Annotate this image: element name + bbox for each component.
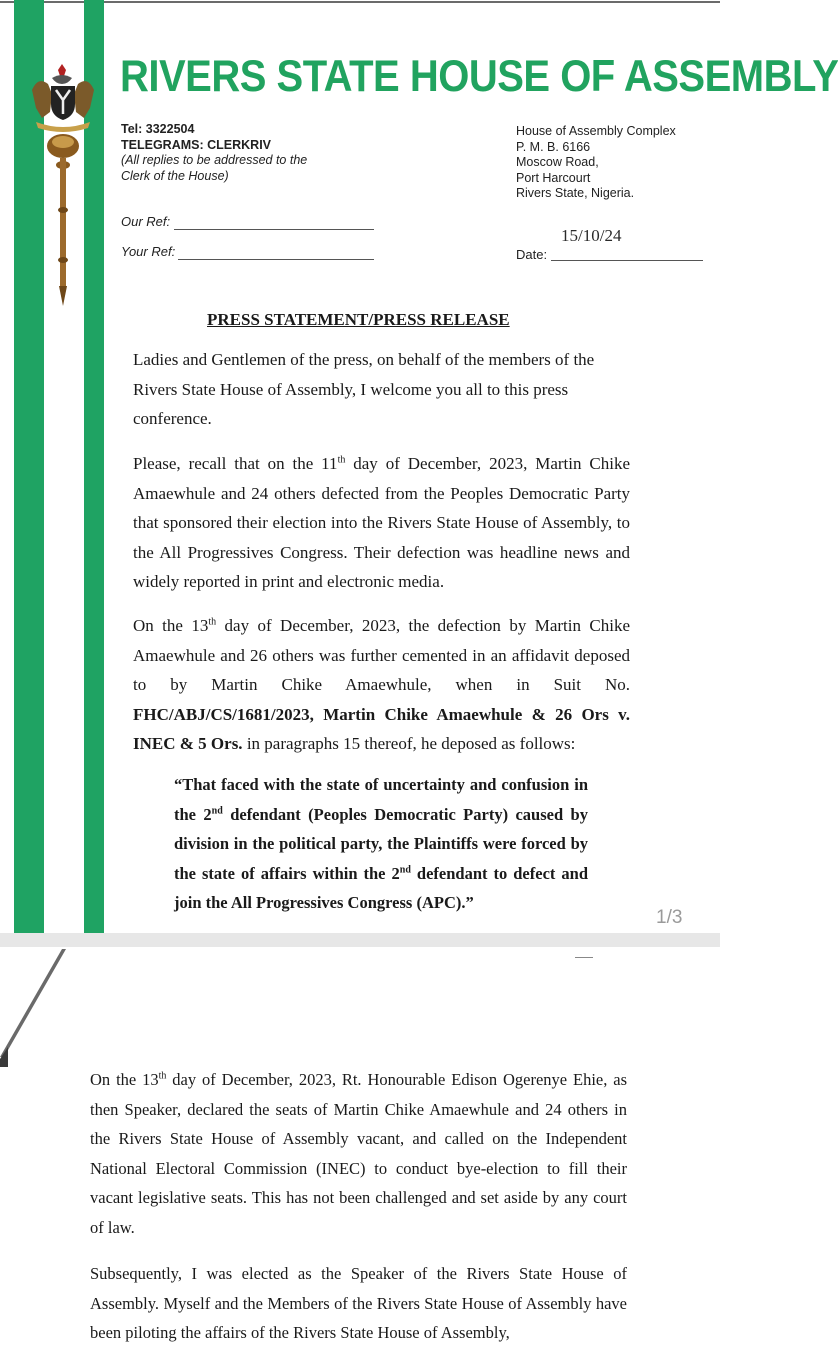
- date-label: Date:: [516, 247, 548, 262]
- assembly-title: RIVERS STATE HOUSE OF ASSEMBLY: [120, 52, 838, 102]
- affidavit-quote: “That faced with the state of uncertainty and confusion in the 2nd defendant (Peoples Democratic Party) caused by division in the political party, the Plaintiffs were forced by the state of affairs within the 2nd defendant to defect and join the All Progressives Congress (APC).”: [174, 775, 588, 912]
- date-line: [551, 260, 703, 261]
- handwritten-date: 15/10/24: [561, 226, 622, 245]
- top-rule: [0, 1, 720, 3]
- our-ref-line: [174, 229, 374, 230]
- address-line: Moscow Road,: [516, 155, 599, 169]
- address-block: [516, 124, 676, 202]
- telegrams: TELEGRAMS: CLERKRIV: [121, 137, 271, 152]
- contact-block: [121, 122, 307, 184]
- paragraph-welcome: Ladies and Gentlemen of the press, on behalf of the members of the Rivers State House of Assembly, I welcome you all to this press conference.: [133, 350, 595, 428]
- replies-note-line-1: (All replies to be addressed to the: [121, 153, 308, 167]
- paragraph-speaker-elected: Subsequently, I was elected as the Speaker of the Rivers State House of Assembly. Myself and the Members of the Rivers State House of Assembly have been piloting the affairs of the Rivers State House of Assembly,: [90, 1264, 627, 1342]
- paragraph-seats-vacant: On the 13th day of December, 2023, Rt. Honourable Edison Ogerenye Ehie, as then Speaker, declared the seats of Martin Chike Amaewhule and 24 others in the Rivers State House of Assembly vacant, and called on the Independent National Electoral Commission (INEC) to conduct bye-election to fill their vacant legislative seats. This has not been challenged and set aside by any court of law.: [90, 1070, 628, 1237]
- paragraph-affidavit: On the 13th day of December, 2023, the defection by Martin Chike Amaewhule and 26 others was further cemented in an affidavit deposed to by Martin Chike Amaewhule, when in Suit No. FHC/ABJ/CS/1681/2023, Martin Chike Amaewhule & 26 Ors v. INEC & 5 Ors. in paragraphs 15 thereof, he deposed as follows:: [133, 616, 631, 753]
- page-indicator: 1/3: [656, 907, 683, 928]
- address-line: Rivers State, Nigeria.: [516, 186, 635, 200]
- scan-fold-mark: [0, 947, 70, 1067]
- document-page-2: [0, 947, 720, 1349]
- our-ref-label: Our Ref:: [121, 214, 171, 229]
- replies-note-line-2: Clerk of the House): [121, 168, 229, 183]
- address-line: P. M. B. 6166: [516, 139, 591, 154]
- address-line: Port Harcourt: [516, 170, 591, 185]
- paragraph-defection: Please, recall that on the 11th day of December, 2023, Martin Chike Amaewhule and 24 others defected from the Peoples Democratic Party that sponsored their election into the Rivers State House of Assembly, to the All Progressives Congress. Their defection was headline news and widely reported in print and electronic media.: [133, 454, 630, 591]
- address-line: House of Assembly Complex: [516, 124, 676, 138]
- tel: Tel: 3322504: [121, 122, 195, 136]
- page-separator: [0, 933, 720, 947]
- scan-tick: [575, 957, 593, 958]
- document-heading: PRESS STATEMENT/PRESS RELEASE: [207, 310, 510, 329]
- coat-of-arms-icon: [18, 60, 108, 310]
- your-ref-line: [178, 259, 374, 260]
- your-ref-label: Your Ref:: [121, 244, 176, 259]
